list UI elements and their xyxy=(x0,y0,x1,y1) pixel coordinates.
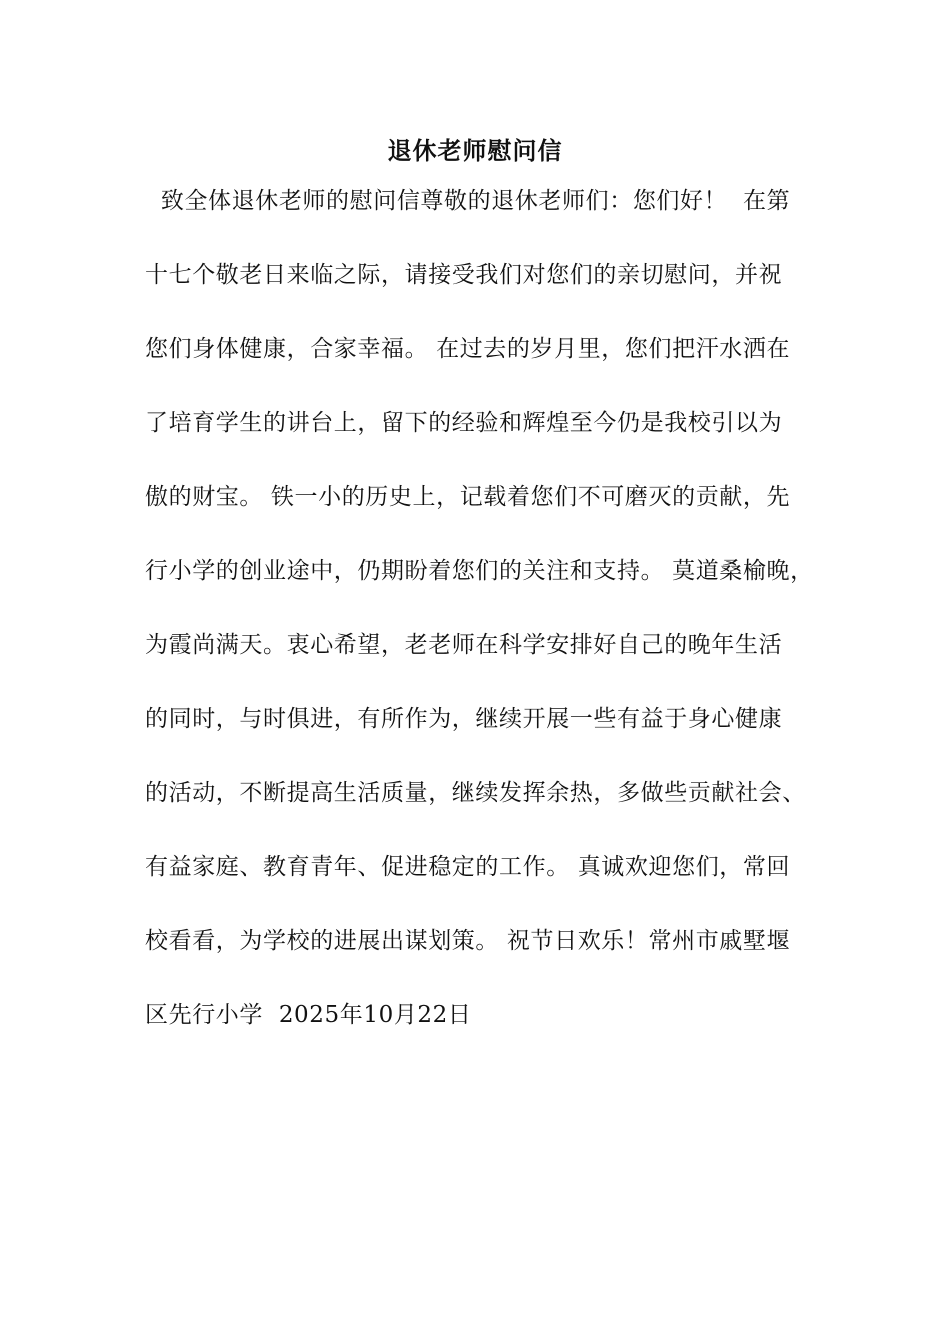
letter-body xyxy=(145,182,845,1070)
body-line: 的同时，与时俱进，有所作为，继续开展一些有益于身心健康 xyxy=(145,706,783,732)
body-line: 为霞尚满天。衷心希望，老老师在科学安排好自己的晚年生活 xyxy=(145,632,783,658)
body-line: 有益家庭、教育青年、促进稳定的工作。 真诚欢迎您们，常回 xyxy=(145,854,791,880)
body-line: 十七个敬老日来临之际，请接受我们对您们的亲切慰问，并祝 xyxy=(145,262,783,288)
body-line: 傲的财宝。 铁一小的历史上，记载着您们不可磨灭的贡献，先 xyxy=(145,484,791,510)
signature-line: 区先行小学 2025年10月22日 xyxy=(145,1002,472,1028)
body-line: 了培育学生的讲台上，留下的经验和辉煌至今仍是我校引以为 xyxy=(145,410,783,436)
body-line: 校看看，为学校的进展出谋划策。 祝节日欢乐！常州市戚墅堰 xyxy=(145,928,791,954)
body-line: 您们身体健康，合家幸福。 在过去的岁月里，您们把汗水洒在 xyxy=(145,336,791,362)
body-line: 行小学的创业途中，仍期盼着您们的关注和支持。 莫道桑榆晚， xyxy=(145,558,814,584)
body-line: 的活动，不断提高生活质量，继续发挥余热，多做些贡献社会、 xyxy=(145,780,806,806)
document-title: 退休老师慰问信 xyxy=(387,136,563,165)
body-line: 致全体退休老师的慰问信尊敬的退休老师们：您们好！ 在第 xyxy=(145,188,791,214)
